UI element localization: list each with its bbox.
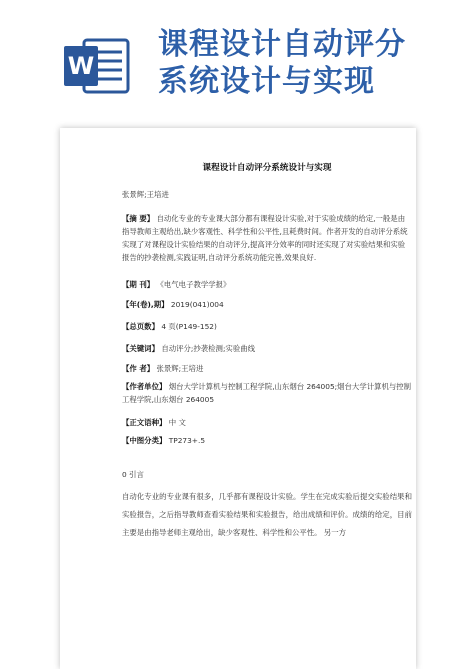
intro-paragraph: 自动化专业的专业课有很多，几乎都有课程设计实验。学生在完成实验后提交实验结果和实验报告，之后指导教师查看实验结果和实验报告，给出成绩和评价。成绩的给定，目前主要是由指导老师主观给出，缺少客观性、科学性和公平性。 另一方 bbox=[122, 492, 412, 537]
field-value: 2019(041)004 bbox=[170, 300, 224, 309]
field-year-volume bbox=[122, 298, 412, 311]
field-classification bbox=[122, 434, 412, 447]
field-language bbox=[122, 416, 412, 429]
field-label: 【作者单位】 bbox=[122, 382, 167, 391]
field-abstract bbox=[122, 212, 412, 264]
page-header bbox=[0, 0, 474, 120]
field-keywords bbox=[122, 342, 412, 355]
document-page bbox=[60, 128, 416, 669]
field-label: 【总页数】 bbox=[122, 322, 159, 331]
field-label: 【年(卷),期】 bbox=[122, 300, 169, 309]
field-value: 张景辉;王培进 bbox=[156, 364, 204, 373]
field-affiliation bbox=[122, 380, 412, 406]
logo-letter: W bbox=[67, 52, 95, 80]
field-value: 4 页(P149-152) bbox=[161, 322, 217, 331]
field-label: 【中图分类】 bbox=[122, 436, 167, 445]
field-pages bbox=[122, 320, 412, 333]
field-value: 中 文 bbox=[168, 418, 186, 427]
document-authors: 张景辉;王培进 bbox=[122, 190, 169, 199]
field-value: 烟台大学计算机与控制工程学院,山东烟台 264005;烟台大学计算机与控制工程学院,山东烟台 264005 bbox=[122, 382, 412, 404]
headline-line-1: 课程设计自动评分 bbox=[158, 27, 406, 62]
headline-line-2: 系统设计与实现 bbox=[158, 64, 375, 99]
field-value: TP273+.5 bbox=[168, 436, 206, 445]
field-label: 【摘 要】 bbox=[122, 214, 155, 223]
field-label: 【期 刊】 bbox=[122, 280, 155, 289]
field-value: 自动化专业的专业课大部分都有课程设计实验,对于实验成绩的给定,一般是由指导教师主观给出,缺少客观性、科学性和公平性,且耗费时间。作者开发的自动评分系统实现了对课程设计实验结果的自动评分,提高评分效率的同时还实现了对实验结果和实验报告的抄袭检测,实践证明,自动评分系统功能完善,效果良好. bbox=[122, 214, 408, 262]
field-label: 【关键词】 bbox=[122, 344, 159, 353]
intro-heading: 0 引言 bbox=[122, 470, 144, 479]
page-headline bbox=[158, 26, 458, 100]
field-authors bbox=[122, 362, 412, 375]
field-journal bbox=[122, 278, 412, 291]
field-value: 《电气电子教学学报》 bbox=[156, 280, 231, 289]
field-value: 自动评分;抄袭检测;实验曲线 bbox=[161, 344, 255, 353]
field-label: 【正文语种】 bbox=[122, 418, 167, 427]
field-label: 【作 者】 bbox=[122, 364, 155, 373]
document-title: 课程设计自动评分系统设计与实现 bbox=[202, 163, 332, 173]
word-document-icon bbox=[62, 36, 130, 96]
